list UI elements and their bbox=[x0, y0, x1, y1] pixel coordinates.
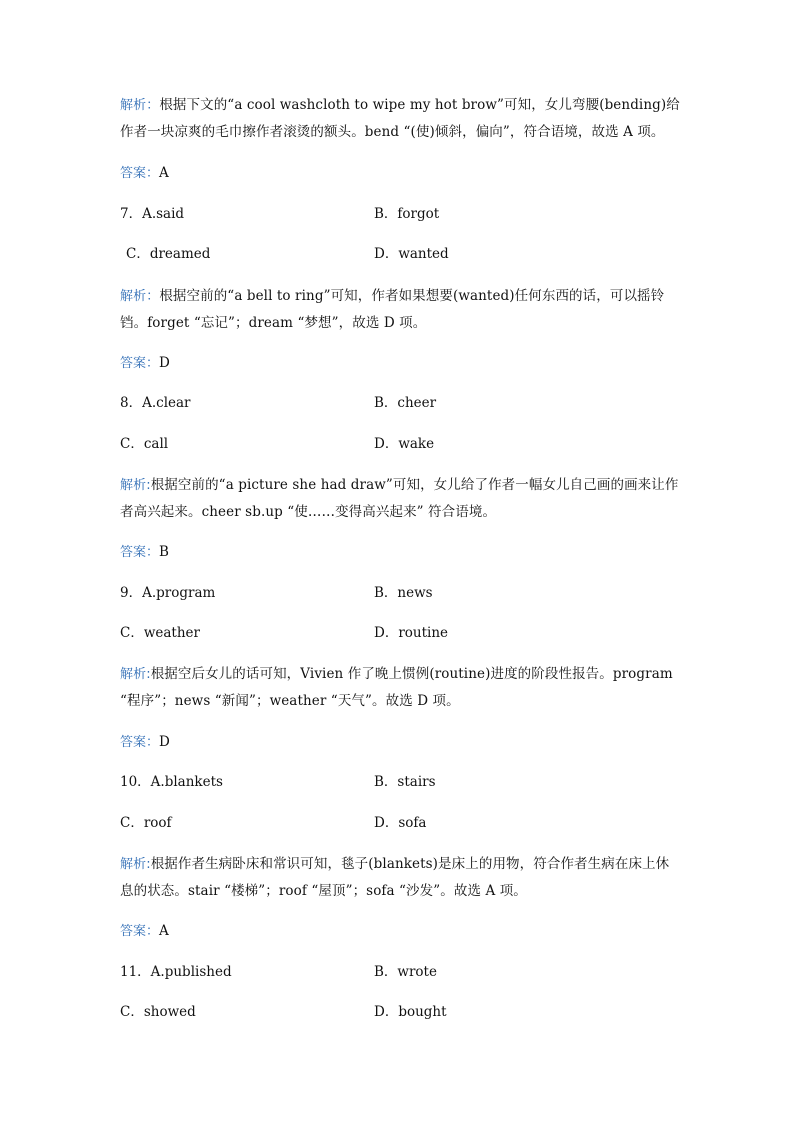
q10-option-c: C．roof bbox=[120, 815, 172, 831]
q7-option-d: D．wanted bbox=[374, 246, 449, 262]
q9-option-c: C．weather bbox=[120, 625, 200, 641]
analysis-text: 根据空前的“a bell to ring”可知，作者如果想要(wanted)任何东西的话，可以摇铃铛。forget “忘记”；dream “梦想”，故选 D 项。 bbox=[120, 288, 665, 331]
answer-value: D bbox=[159, 734, 170, 750]
q11-option-b: B．wrote bbox=[374, 964, 437, 980]
analysis-paragraph-10 bbox=[120, 851, 680, 905]
analysis-label: 解析: bbox=[120, 857, 151, 872]
q7-option-a: 7．A.said bbox=[120, 206, 185, 222]
analysis-label: 解析： bbox=[120, 289, 160, 304]
q10-option-d: D．sofa bbox=[374, 815, 427, 831]
q8-option-c: C．call bbox=[120, 436, 169, 452]
answer-value: D bbox=[159, 355, 170, 371]
q9-option-a: 9．A.program bbox=[120, 585, 216, 601]
q8-option-b: B．cheer bbox=[374, 395, 437, 411]
answer-value: A bbox=[159, 165, 169, 181]
q10-option-b: B．stairs bbox=[374, 774, 436, 790]
q9-option-b: B．news bbox=[374, 585, 433, 601]
analysis-text: 根据作者生病卧床和常识可知，毯子(blankets)是床上的用物，符合作者生病在床上休息的状态。stair “楼梯”；roof “屋顶”；sofa “沙发”。故选 A 项。 bbox=[120, 856, 670, 899]
answer-label: 答案： bbox=[120, 924, 160, 939]
answer-value: B bbox=[159, 544, 169, 560]
answer-value: A bbox=[159, 923, 169, 939]
analysis-paragraph-9 bbox=[120, 661, 680, 715]
q10-option-a: 10．A.blankets bbox=[120, 774, 223, 790]
answer-line-6 bbox=[120, 163, 169, 184]
analysis-text: 根据空前的“a picture she had draw”可知，女儿给了作者一幅女儿自己画的画来让作者高兴起来。cheer sb.up “使……变得高兴起来” 符合语境。 bbox=[120, 477, 679, 520]
answer-line-8 bbox=[120, 542, 169, 563]
answer-line-7 bbox=[120, 353, 170, 374]
analysis-text: 根据空后女儿的话可知，Vivien 作了晚上惯例(routine)进度的阶段性报告。program “程序”；news “新闻”；weather “天气”。故选 D 项。 bbox=[120, 666, 673, 709]
analysis-label: 解析: bbox=[120, 478, 151, 493]
analysis-paragraph-8 bbox=[120, 472, 680, 526]
analysis-paragraph-6 bbox=[120, 92, 680, 146]
q7-option-c: C．dreamed bbox=[126, 246, 211, 262]
analysis-paragraph-7 bbox=[120, 283, 680, 337]
q11-option-a: 11．A.published bbox=[120, 964, 232, 980]
answer-label: 答案： bbox=[120, 356, 160, 371]
answer-label: 答案： bbox=[120, 166, 160, 181]
analysis-label: 解析: bbox=[120, 667, 151, 682]
answer-label: 答案： bbox=[120, 735, 160, 750]
analysis-text: 根据下文的“a cool washcloth to wipe my hot brow”可知，女儿弯腰(bending)给作者一块凉爽的毛巾擦作者滚烫的额头。bend “(使)倾斜，偏向”，符合语境，故选 A 项。 bbox=[120, 97, 680, 140]
q8-option-d: D．wake bbox=[374, 436, 435, 452]
analysis-label: 解析： bbox=[120, 98, 160, 113]
q11-option-c: C．showed bbox=[120, 1004, 196, 1020]
answer-label: 答案： bbox=[120, 545, 160, 560]
answer-line-9 bbox=[120, 732, 170, 753]
q7-option-b: B．forgot bbox=[374, 206, 440, 222]
q9-option-d: D．routine bbox=[374, 625, 449, 641]
q11-option-d: D．bought bbox=[374, 1004, 447, 1020]
q8-option-a: 8．A.clear bbox=[120, 395, 191, 411]
answer-line-10 bbox=[120, 921, 169, 942]
